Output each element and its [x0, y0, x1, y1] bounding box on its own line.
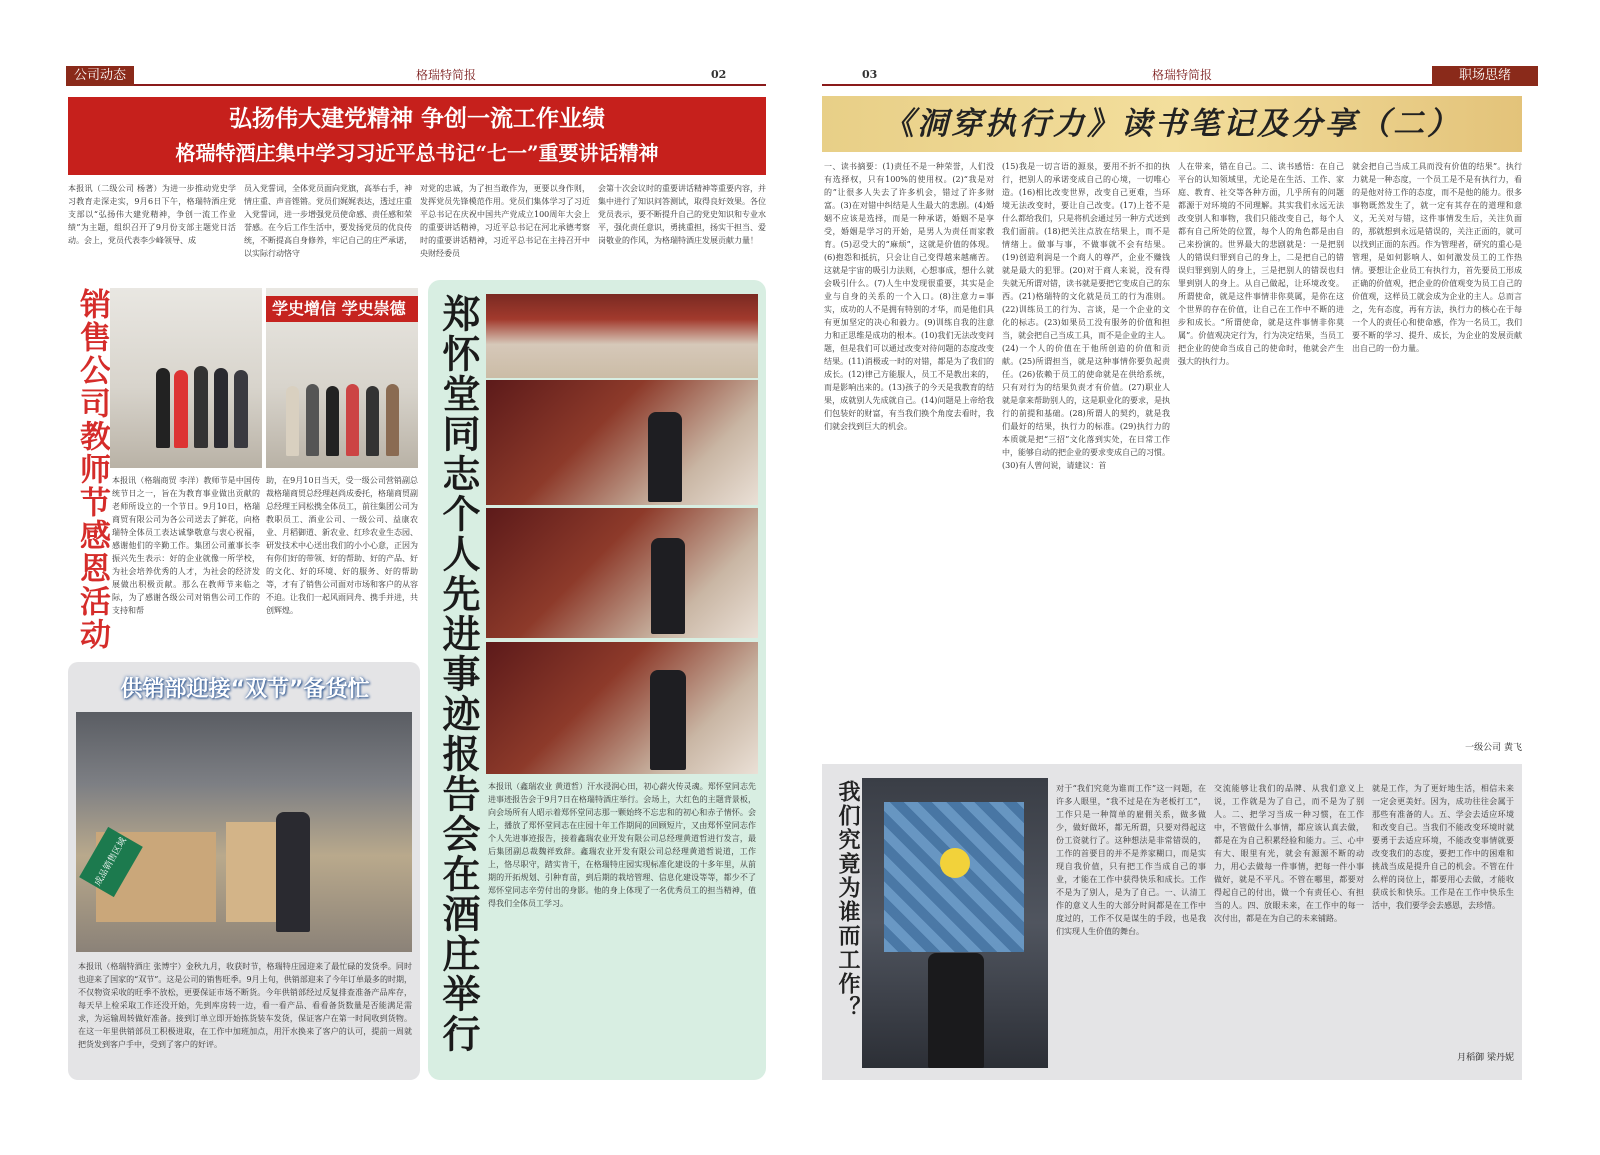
work-title: 我们究竟为谁而工作？: [835, 780, 860, 1020]
supply-text: 本报讯（格瑞特酒庄 张博宇）金秋九月，收获时节，格瑞特庄园迎来了最忙碌的发货季。同时也迎来了国家的“双节”。这是公司的销售旺季。9月上旬，供销部迎来了今年订单最多的时期，不仅物资采收的旺季不放松，更要保证市场不断货。今年供销部经过反复排查准备产品库存，每天早上检采取工作还没开始，先到库房转一边，看一看产品、看看备货数量是否能满足需求，为运输周转做好准备。接到订单立即开始拣货装车发货，保证客户在第一时间收到货物。在这一年里供销部员工积极进取，在工作中加班加点，用汗水换来了客户的认可，提前一周就把货发到客户手中，受到了客户的好评。: [78, 962, 412, 1049]
page-number-right: 03: [862, 68, 878, 81]
reading-author: 一级公司 黄飞: [1465, 743, 1522, 753]
reading-col1: 一、读书摘要：(1)责任不是一种荣誉，人们没有选择权，只有100%的使用权。(2)“我是对的”让很多人失去了许多机会，错过了许多财富。(3)在对错中纠结是人生最大的悲剧。(4)婚姻不应该是选择，而是一种承诺，婚姻不是享受，婚姻是学习的开始，是男人为责任而家教育。(5)忍受大的“麻烦”，这就是价值的体现。(6)抱怨和抵抗，只会让自己变得越来越痛苦。这就是宇宙的吸引力法则，心想事成，想什么就会吸引什么。(7)人生中发现很重要，其实是企业与自身的关系的一个入口。(8)注意力=事实，成功的人不是拥有特别的才华，而是他们具有更加坚定的决心和毅力。(9)训练自我的注意力和正思维是成功的根本。(10)我们无法改变问题，但是我们可以通过改变对待问题的态度改变结果。(11)消极或一时的对错，都是为了我们的成长。(12)律己方能服人，员工不是教出来的，而是影响出来的。(13)孩子的今天是我教育的结果，成就别人先成就自己。(14)问题是上帝给我们包装好的财富，有当我们换个角度去看时，我们就会找到巨大的机会。: [824, 162, 994, 431]
teachers-text-b: 助，在9月10日当天，受一级公司营销副总裁格瑞商贸总经理赵尚成委托，格瑞商贸副总经理王同松携全体员工，前往集团公司为教职员工、酒业公司、一级公司、益康农业、月稻御道、新农业、红珍农业生态园、研发技术中心送出我们的小小心意，正因为有你们好的带领、好的帮助、好的产品、好的文化、好的环境、好的服务、好的帮助等，才有了销售公司面对市场和客户的从容不迫。让我们一起风雨同舟、携手并进，共创辉煌。: [266, 476, 418, 615]
zheng-panel: [428, 280, 766, 1080]
supply-panel: [68, 662, 420, 1080]
supply-title: 供销部迎接“双节”备货忙: [120, 677, 370, 702]
intro-col2: 员入党誓词，全体党员面向党旗，高举右手，神情庄重、声音铿锵。党员们娓娓表达，透过庄重入党誓词，进一步增强党员使命感、责任感和荣誉感。在今后工作生活中，要发扬党员的优良传统，不断提高自身修养，牢记自己的庄严承诺，以实际行动恪守: [244, 184, 412, 258]
zheng-photo-audience: [486, 294, 758, 378]
lightbulb-icon: [940, 848, 970, 878]
supply-photo: [76, 712, 412, 952]
zheng-photo-speaker3: [486, 642, 758, 774]
work-col2: 交流能够让我们的品牌、从我们意义上说，工作就是为了自己，而不是为了别人。二、把学习当成一种习惯，在工作中，不管做什么事情，都应该认真去做，都是在为自己积累经验和能力。三、心中有大、眼里有光，就会有源源不断的动力，用心去做每一件事情，把每一件小事做好，就是不平凡。不管在哪里，都要对得起自己的付出，做一个有责任心、有担当的人。四、放眼未来，在工作中的每一次付出，都是在为自己的未来铺路。: [1214, 784, 1364, 923]
work-col1: 对于“我们究竟为谁而工作”这一问题，在许多人眼里，“我不过是在为老板打工”，工作只是一种简单的雇佣关系，做多做少，做好做坏，都无所谓，只要对得起这份工资就行了。这种想法是非常错误的，工作的首要目的并不是养家糊口，而是实现自我价值，只有把工作当成自己的事业，才能在工作中获得快乐和成长。工作不是为了别人，是为了自己。一、认清工作的意义人生的大部分时间都是在工作中度过的，工作不仅是谋生的手段，也是我们实现人生价值的舞台。: [1056, 784, 1206, 936]
reading-col4: 就会把自己当成工具而没有价值的结果”。执行力就是一种态度，一个员工是不是有执行力，看的是他对待工作的态度，而不是他的能力。很多事物既然发生了，就一定有其存在的道理和意义，无关对与错，这件事情发生后，关注负面的，那就想到永远是错误的，关注正面的，就可以找到正面的东西。作为管理者，研究的重心是管理，是如何影响人、如何激发员工的工作热情。要想让企业员工有执行力，首先要员工形成正确的价值观，把企业的价值观变为员工自己的价值观，这样员工就会成为企业的主人。总而言之，先有态度，再有方法，执行力的核心在于每一个人的责任心和使命感，作为一名员工，我们要不断的学习、提升、成长，为企业的发展贡献出自己的一份力量。: [1352, 162, 1522, 353]
zheng-title: 郑怀堂同志个人先进事迹报告会在酒庄举行: [436, 294, 480, 1054]
right-page: [822, 0, 1522, 1155]
work-panel: [822, 764, 1522, 1080]
paper-name-right: 格瑞特简报: [1152, 68, 1213, 82]
zheng-photo-speaker1: [486, 380, 758, 505]
reading-col3: 人在带来，错在自己。二、读书感悟：在自己平台的认知领域里，尤论是在生活、工作、家庭、教育、社交等各种方面，几乎所有的问题都源于对环境的不同理解。其实我们永远无法改变别人和事物，我们只能改变自己，每个人都有自己所处的位置，每个人的角色都是由自己来扮演的。世界最大的悲剧就是：一是把别人的错误归罪到自己的身上，二是把自己的错误归罪到别人的身上，三是把别人的错误也归罪到别人的身上。从自己做起，让环境改变。所谓使命，就是这件事情非你莫属，是你在这个世界的存在价值，让自己在工作中不断的进步和成长。“所谓使命，就是这件事情非你莫属”。价值观决定行为，行为决定结果，当员工把企业的使命当成自己的使命时，他就会产生强大的执行力。: [1178, 162, 1344, 366]
work-photo: [862, 778, 1048, 1068]
headline-box: [68, 97, 766, 175]
teachers-title: 销售公司教师节感恩活动: [74, 288, 110, 651]
zheng-text: 本报讯（鑫瑞农业 黄道哲）汗水浸润心田，初心薪火传灵魂。郑怀堂同志先进事迹报告会于9月7日在格瑞特酒庄举行。会场上，大红色的主题背景板，向会场所有人昭示着郑怀堂同志那一颗始终不忘忠和的初心和赤子情怀。会上，播放了郑怀堂同志在庄园十年工作期间的回顾短片，又由郑怀堂同志作个人先进事迹报告，接着鑫瑞农业开发有限公司总经理黄道哲进行发言，最后集团副总裁魏祥致辞。鑫瑞农业开发有限公司总经理黄道哲说道，工作上，恪尽职守，踏实肯干，在格瑞特庄园实现标准化建设的十多年里，从前期的开拓规划、引种育苗，到后期的栽培管理、信息化建设等等，都少不了郑怀堂同志辛劳付出的身影。他的身上体现了一名优秀员工的担当精神，值得我们全体员工学习。: [488, 782, 756, 908]
reading-title: 《洞穿执行力》读书笔记及分享（二）: [883, 106, 1461, 142]
work-col3: 就是工作，为了更好地生活，相信未来一定会更美好。因为，成功往往会属于那些有准备的人。五、学会去适应环境和改变自己。当我们不能改变环境时就要勇于去适应环境，不能改变事情就要改变我们的态度，要把工作中的困难和挑战当成是提升自己的机会。不管在什么样的岗位上，都要用心去做，才能收获成长和快乐。工作是在工作中快乐生活中，我们要学会去感恩，去珍惜。: [1372, 784, 1514, 910]
reading-title-box: [822, 96, 1522, 152]
paper-name: 格瑞特简报: [416, 68, 477, 82]
reading-col2: (15)我是一切言语的源泉，要用不折不扣的执行，把别人的承诺变成自己的心境，一切唯心造。(16)相比改变世界，改变自己更难，当环境无法改变时，要让自己改变。(17)上苍不是什么都给我们，只是将机会通过另一种方式送到我们面前。(18)把关注点放在结果上，而不是情绪上。做事与事，不做事就不会有结果。(19)创造利润是一个商人的尊严，企业不赚钱就是最大的犯罪。(20)对于商人来说，没有得失就无所谓对错，读书就是要把它变成自己的东西。(21)格瑞特的文化就是员工的行为准则。(22)训练员工的行为、言谈，是一个企业的文化的标志。(23)如果员工没有服务的价值和担当，就会把自己当成工具，而不是企业的主人。(24)一个人的价值在于他所创造的价值和贡献。(25)所谓担当，就是这种事情你要负起责任。(26)依赖于员工的使命就是在供给系统，只有对行为的结果负责才有价值。(27)职业人就是拿来帮助别人的，这是职业化的要求，是执行的前提和基础。(28)所谓人的契约，就是我们最好的结果，执行力的标准。(29)执行力的本质就是把“三招”文化落到实处，在日常工作中，能够自动的把企业的要求变成自己的习惯。(30)有人曾问说，请建议：首: [1002, 162, 1170, 470]
work-author: 月稻御 梁丹妮: [1457, 1053, 1514, 1063]
zheng-photo-speaker2: [486, 508, 758, 638]
teachers-text-a: 本报讯（格瑞商贸 李洋）教师节是中国传统节日之一，旨在为教育事业做出贡献的老师所设立的一个节日。9月10日，格瑞商贸有限公司为各公司送去了鲜花，向格瑞特全体员工表达诚挚敬意与衷心祝福，感谢他们的辛勤工作。集团公司董事长李振兴先生表示：好的企业就像一所学校，为社会培养优秀的人才，为社会的经济发展做出积极贡献。那么在教师节来临之际，为了感谢各级公司对销售公司工作的支持和帮: [112, 476, 260, 615]
teachers-banner: 学史增信 学史崇德: [266, 296, 418, 322]
intro-col1: 本报讯（二级公司 杨著）为进一步推动党史学习教育走深走实，9月6日下午，格瑞特酒庄党支部以“弘扬伟大建党精神，争创一流工作业绩”为主题，组织召开了9月份支部主题党日活动。会上，党员代表李少峰领导、成: [68, 184, 236, 245]
section-tag: 公司动态: [66, 66, 134, 86]
intro-col3: 对党的忠诚，为了担当敢作为，更要以身作则，发挥党员先锋模范作用。党员们集体学习了习近平总书记在庆祝中国共产党成立100周年大会上的重要讲话精神，习近平总书记在河北承德考察时的重要讲话精神，习近平总书记在主持召开中央财经委员: [420, 184, 590, 258]
section-tag-right: 职场思绪: [1432, 66, 1538, 86]
intro-col4: 会第十次会议时的重要讲话精神等重要内容，并集中进行了知识问答测试，取得良好效果。各位党员表示，要不断提升自己的党史知识和专业水平，强化责任意识，勇挑重担，扬实干担当、爱岗敬业的作风，为格瑞特酒庄发展贡献力量！: [598, 184, 766, 245]
teachers-photo-office: [110, 288, 262, 468]
page-number: 02: [711, 68, 727, 81]
teachers-photo-group: [266, 288, 418, 468]
supply-sign: 成品销售区域: [79, 827, 143, 897]
left-page: [66, 0, 766, 1155]
headline-line2: 格瑞特酒庄集中学习习近平总书记“七一”重要讲话精神: [175, 141, 659, 165]
headline-line1: 弘扬伟大建党精神 争创一流工作业绩: [228, 105, 605, 132]
